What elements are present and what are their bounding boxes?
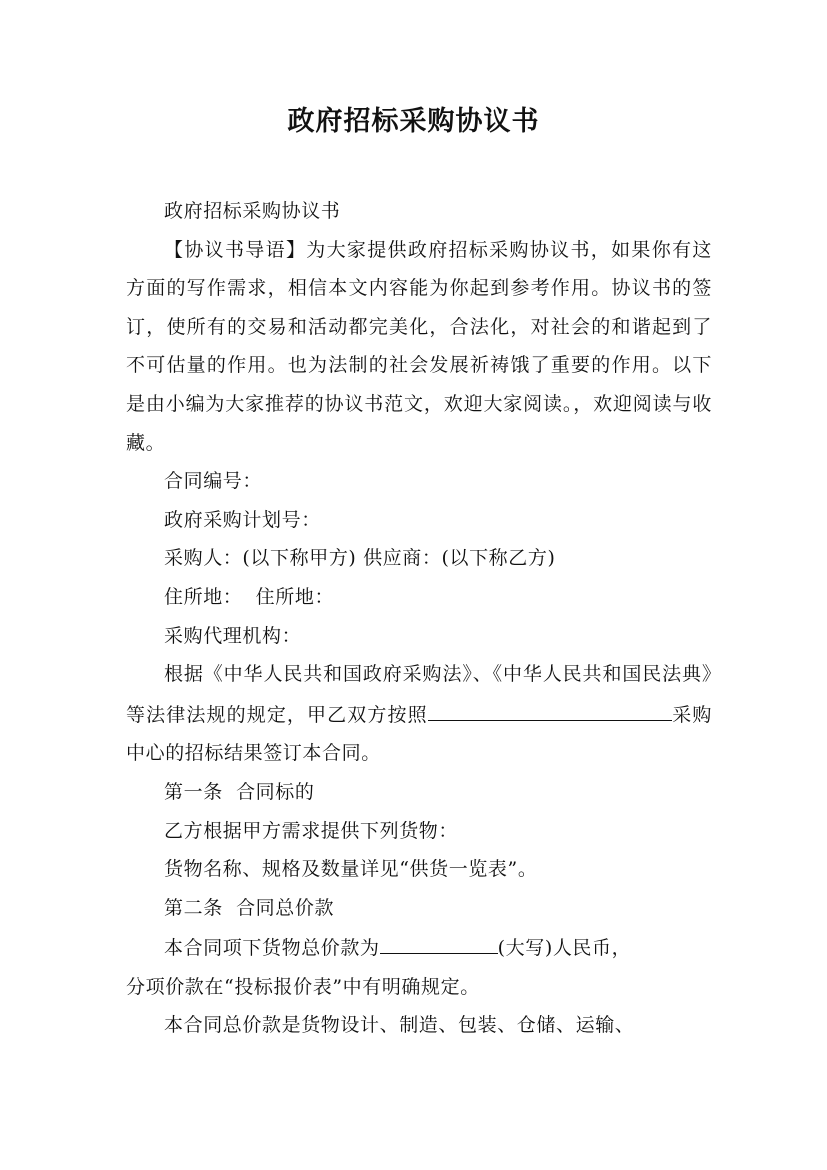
article-1-heading: 第一条 合同标的 (164, 780, 315, 803)
legal-basis-text-end: 采购中心的招标结果签订本合同。 (126, 703, 712, 765)
article-2-itemized-line: 分项价款在“投标报价表”中有明确规定。 (126, 975, 480, 998)
article-2-total-line: 本合同总价款是货物设计、制造、包装、仓储、运输、 (164, 1014, 635, 1037)
price-text: 本合同项下货物总价款为 (164, 937, 380, 960)
article-2-heading: 第二条 合同总价款 (164, 896, 335, 919)
article-1-detail: 货物名称、规格及数量详见“供货一览表”。 (164, 858, 538, 881)
parties-line: 采购人：(以下称甲方) 供应商：(以下称乙方) (164, 547, 556, 570)
price-blank (380, 927, 498, 954)
paragraph-intro: 【协议书导语】为大家提供政府招标采购协议书，如果你有这方面的写作需求，相信本文内容能为你起到参考作用。协议书的签订，使所有的交易和活动都完美化，合法化，对社会的和谐起到了不可估量的作用。也为法制的社会发展祈祷饿了重要的作用。以下是由小编为大家推荐的协议书范文，欢迎大家阅读。，欢迎阅读与收藏。 (126, 238, 712, 454)
procurement-plan-number-line: 政府采购计划号： (164, 508, 321, 531)
address-line: 住所地： 住所地： (164, 585, 335, 608)
document-body (126, 192, 712, 1045)
paragraph-legal-basis (126, 655, 712, 773)
agency-line: 采购代理机构： (164, 624, 302, 647)
contract-number-line: 合同编号： (164, 470, 263, 493)
document-title: 政府招标采购协议书 (287, 106, 540, 137)
article-1-text: 乙方根据甲方需求提供下列货物： (164, 819, 459, 842)
paragraph-heading: 政府招标采购协议书 (164, 200, 341, 222)
price-text-end: (大写)人民币， (497, 937, 632, 960)
procurement-center-blank (428, 694, 672, 721)
article-2-price-line (126, 927, 712, 968)
legal-basis-text: 根据《中华人民共和国政府采购法》、《中华人民共和国民法典》等法律法规的规定，甲乙双方按照 (126, 663, 712, 726)
